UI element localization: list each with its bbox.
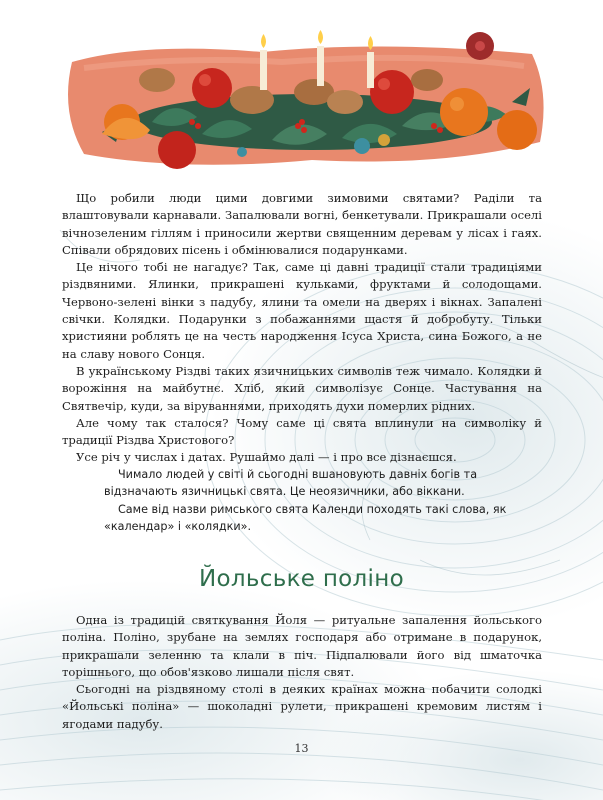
body-paragraph: Що робили люди цими довгими зимовими святами? Раділи та влаштовували карнавали. Запалювали вогні, бенкетували. Прикрашали оселі вічнозеленим гіллям і приносили жертви священним деревам у лісах і гаях. Співали обрядових пісень і обмінювалися подарунками.: [62, 191, 542, 257]
section-paragraph: Одна із традицій святкування Йоля — ритуальне запалення йольського поліна. Поліно, зрубане на землях господаря або отримане в подарунок, прикрашали зеленню та клали в піч. Підпалювали його від шматочка торішнього, що обов'язково лишали після свят.: [62, 613, 542, 679]
body-paragraph: Усе річ у числах і датах. Рушаймо далі — і про все дізнаєшся.: [76, 450, 457, 465]
section-title: Йольське поліно: [199, 566, 404, 592]
pomegranate-icon: [466, 32, 494, 60]
body-text: [62, 190, 542, 467]
body-paragraph: Але чому так сталося? Чому саме ці свята вплинули на символіку й традиції Різдва Христового?: [62, 415, 542, 448]
fact-note: [104, 466, 522, 535]
page-number: 13: [294, 742, 309, 755]
body-paragraph: В українському Різдві таких язичницьких символів теж чимало. Колядки й ворожіння на майбутнє. Хліб, який символізує Сонце. Частування на Святвечір, куди, за віруваннями, приходять духи померлих рідних.: [62, 363, 542, 413]
section-text: [62, 612, 542, 733]
note-paragraph: Чимало людей у світі й сьогодні вшановують давніх богів та відзначають язичницькі свята. Це неоязичники, або віккани.: [104, 468, 478, 499]
body-paragraph: Це нічого тобі не нагадує? Так, саме ці давні традиції стали традиціями різдвяними. Ялинки, прикрашені кульками, фруктами й солодощами. Червоно-зелені вінки з падубу, ялини та омели на дверях і вікнах. Запалені свічки. Колядки. Подарунки з побажаннями щастя й добробуту. Тільки християни роблять це на честь народження Ісуса Христа, сина Божого, а не на славу нового Сонця.: [62, 260, 542, 361]
christmas-garland-illustration: [62, 22, 552, 174]
section-paragraph: Сьогодні на різдвяному столі в деяких країнах можна побачити солодкі «Йольські поліна» — шоколадні рулети, прикрашені кремовим листям і ягодами падубу.: [62, 682, 542, 731]
note-paragraph: Саме від назви римського свята Календи походять такі слова, як «календар» і «колядки».: [104, 502, 507, 533]
